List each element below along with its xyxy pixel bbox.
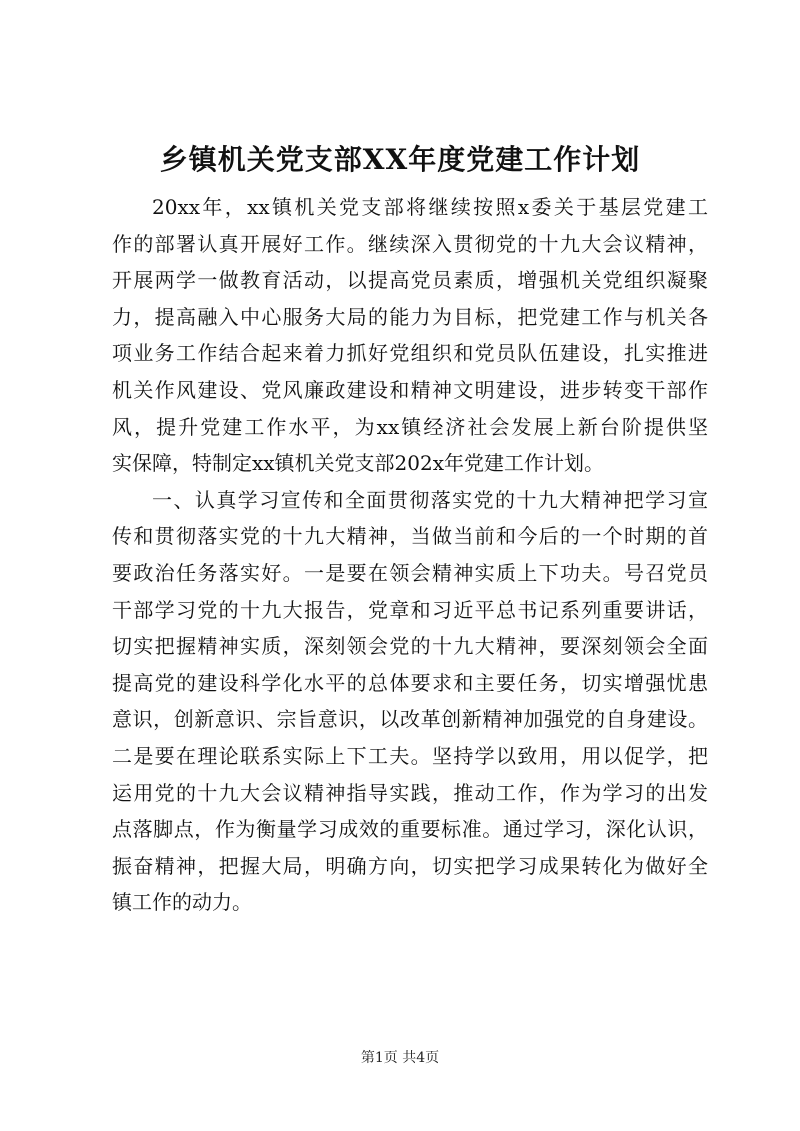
paragraph-line: 振奋精神，把握大局，明确方向，切实把学习成果转化为做好全 — [112, 853, 708, 878]
paragraph-line: 二是要在理论联系实际上下工夫。坚持学以致用，用以促学，把 — [112, 743, 708, 768]
paragraph-line: 镇工作的动力。 — [112, 890, 252, 915]
paragraph-line: 实保障，特制定xx镇机关党支部202x年党建工作计划。 — [112, 451, 605, 476]
paragraph-line: 开展两学一做教育活动，以提高党员素质，增强机关党组织凝聚 — [112, 268, 708, 293]
paragraph-section-one — [112, 482, 708, 921]
paragraph-line: 运用党的十九大会议精神指导实践，推动工作，作为学习的出发 — [112, 780, 708, 805]
paragraph-line: 20xx年，xx镇机关党支部将继续按照x委关于基层党建工 — [152, 195, 708, 219]
paragraph-intro — [112, 189, 708, 482]
paragraph-line: 作的部署认真开展好工作。继续深入贯彻党的十九大会议精神， — [112, 231, 708, 256]
paragraph-line: 项业务工作结合起来着力抓好党组织和党员队伍建设，扎实推进 — [112, 341, 708, 366]
paragraph-line: 传和贯彻落实党的十九大精神，当做当前和今后的一个时期的首 — [112, 524, 708, 549]
paragraph-line: 一、认真学习宣传和全面贯彻落实党的十九大精神把学习宣 — [152, 487, 708, 512]
paragraph-line: 切实把握精神实质，深刻领会党的十九大精神，要深刻领会全面 — [112, 634, 708, 659]
paragraph-line: 要政治任务落实好。一是要在领会精神实质上下功夫。号召党员 — [112, 560, 708, 585]
paragraph-line: 力，提高融入中心服务大局的能力为目标，把党建工作与机关各 — [112, 304, 708, 329]
paragraph-line: 机关作风建设、党风廉政建设和精神文明建设，进步转变干部作 — [112, 377, 708, 402]
paragraph-line: 干部学习党的十九大报告，党章和习近平总书记系列重要讲话， — [112, 597, 708, 622]
page-number-footer: 第1页 共4页 — [360, 1050, 440, 1066]
document-title: 乡镇机关党支部XX年度党建工作计划 — [159, 143, 641, 176]
paragraph-line: 提高党的建设科学化水平的总体要求和主要任务，切实增强忧患 — [112, 670, 708, 695]
paragraph-line: 意识，创新意识、宗旨意识，以改革创新精神加强党的自身建设。 — [112, 707, 708, 732]
paragraph-line: 风，提升党建工作水平，为xx镇经济社会发展上新台阶提供坚 — [112, 414, 708, 439]
document-body — [112, 189, 708, 921]
paragraph-line: 点落脚点，作为衡量学习成效的重要标准。通过学习，深化认识， — [112, 817, 708, 842]
